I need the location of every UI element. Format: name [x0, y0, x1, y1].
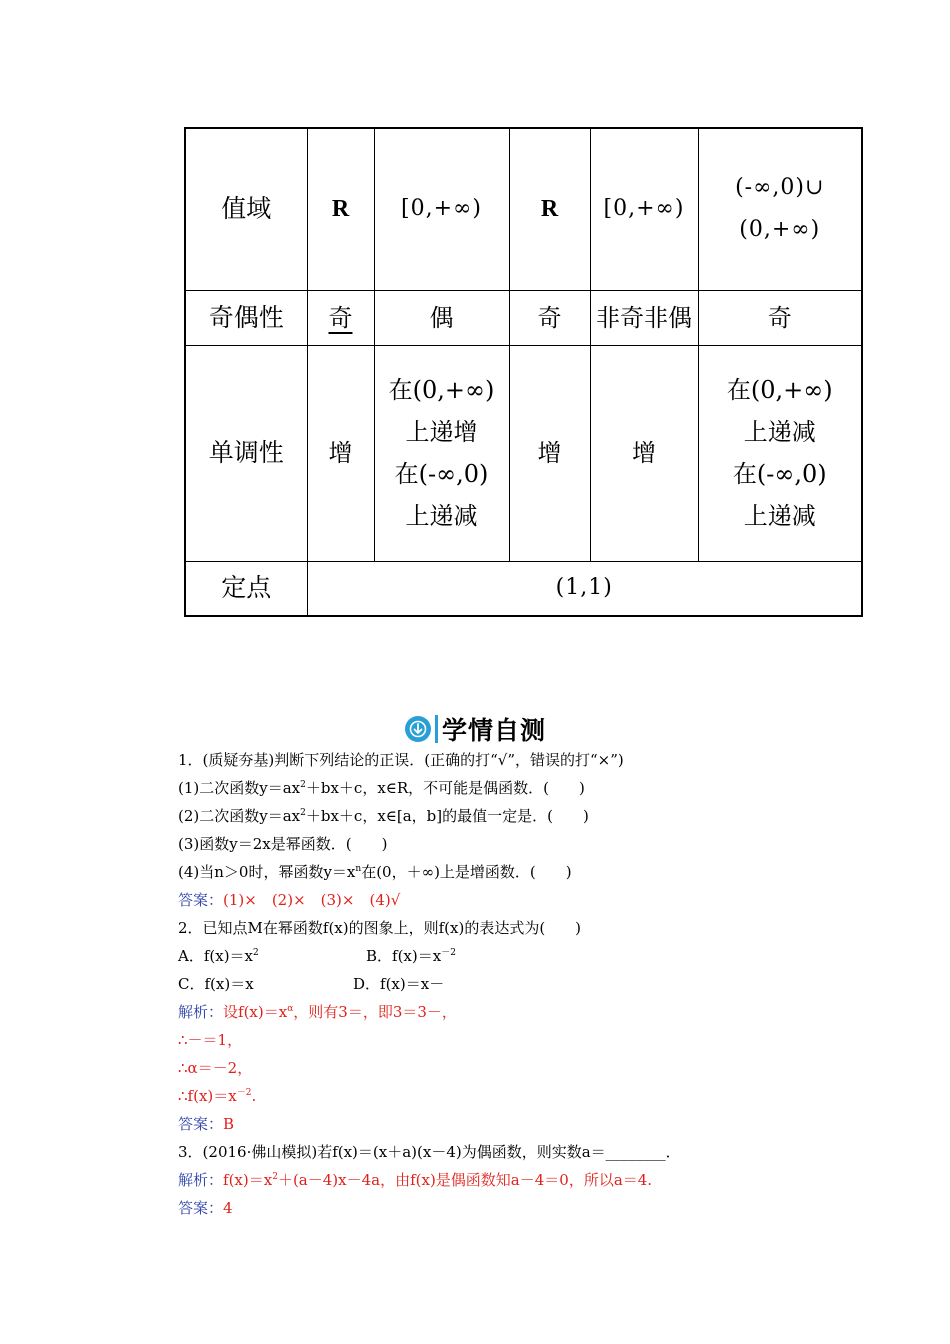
q2-analysis-line-3: ∴α＝－2， — [178, 1059, 253, 1077]
table-cell: [0,+∞) — [374, 128, 509, 290]
table-cell: 在(0,+∞) 上递增 在(-∞,0) 上递减 — [374, 345, 509, 561]
q2-analysis-line-1: 解析：设$f(x)=x^\alpha$，则有3＝，即3＝3－， — [178, 1003, 457, 1021]
q1-answer: 答案：(1)× (2)× (3)× (4)√ — [178, 891, 401, 909]
q2-option-d: D．f(x)＝x－ — [353, 975, 445, 993]
q1-statement-1: (1)二次函数$y=ax^2+bx+c$，x∈R，不可能是偶函数．( ) — [178, 779, 585, 797]
table-cell: 偶 — [374, 290, 509, 345]
table-cell: R — [509, 128, 590, 290]
q2-option-c: C．f(x)＝x — [178, 975, 254, 993]
q2-answer: 答案：B — [178, 1115, 235, 1133]
table-cell: 奇 — [307, 290, 374, 345]
table-cell: 非奇非偶 — [590, 290, 698, 345]
row-header-range: 值域 — [185, 128, 307, 290]
section-title: 学情自测 — [442, 716, 547, 745]
table-row — [185, 128, 862, 290]
table-cell: 奇 — [698, 290, 862, 345]
table-cell: [0,+∞) — [590, 128, 698, 290]
row-header-parity: 奇偶性 — [185, 290, 307, 345]
table-row — [185, 290, 862, 345]
table-row — [185, 345, 862, 561]
table-cell: 在(0,+∞) 上递减 在(-∞,0) 上递减 — [698, 345, 862, 561]
section-heading — [405, 712, 546, 746]
q1-statement-2: (2)二次函数$y=ax^2+bx+c$，x∈[a，b]的最值一定是．( ) — [178, 807, 589, 825]
table-cell: 增 — [307, 345, 374, 561]
power-function-properties-table — [184, 127, 863, 617]
q2-analysis-line-4: $\therefore f(x)=x^{-2}$. — [178, 1087, 257, 1105]
divider — [435, 715, 438, 743]
q2-analysis-line-2: ∴－＝1， — [178, 1031, 243, 1049]
q2-stem: 2．已知点M在幂函数f(x)的图象上，则f(x)的表达式为( ) — [178, 919, 582, 937]
table-row — [185, 561, 862, 616]
table-cell-merged: (1,1) — [307, 561, 862, 616]
q2-option-b: B．$f(x)=x^{-2}$ — [366, 947, 456, 965]
row-header-fixed-point: 定点 — [185, 561, 307, 616]
table-cell: 奇 — [509, 290, 590, 345]
q2-option-a: A．$f(x)=x^2$ — [178, 947, 259, 965]
table-cell: R — [307, 128, 374, 290]
q1-statement-3: (3)函数y＝2x是幂函数．( ) — [178, 835, 388, 853]
down-arrow-circle-icon — [405, 716, 431, 742]
q3-answer: 答案：4 — [178, 1199, 233, 1217]
table-cell: 增 — [509, 345, 590, 561]
row-header-monotonicity: 单调性 — [185, 345, 307, 561]
table-cell: 增 — [590, 345, 698, 561]
q3-analysis: 解析：$f(x)=x^2+(a-4)x-4a$，由f(x)是偶函数知a－4＝0，所以a＝4. — [178, 1171, 653, 1189]
table-cell: (-∞,0)∪ (0,+∞) — [698, 128, 862, 290]
q1-stem: 1．(质疑夯基)判断下列结论的正误．(正确的打“√”，错误的打“×”) — [178, 751, 624, 769]
q1-statement-4: (4)当n＞0时，幂函数$y=x^n$在(0，＋∞)上是增函数．( ) — [178, 863, 572, 881]
q3-stem: 3．(2016·佛山模拟)若f(x)＝(x＋a)(x－4)为偶函数，则实数a＝________． — [178, 1143, 681, 1161]
